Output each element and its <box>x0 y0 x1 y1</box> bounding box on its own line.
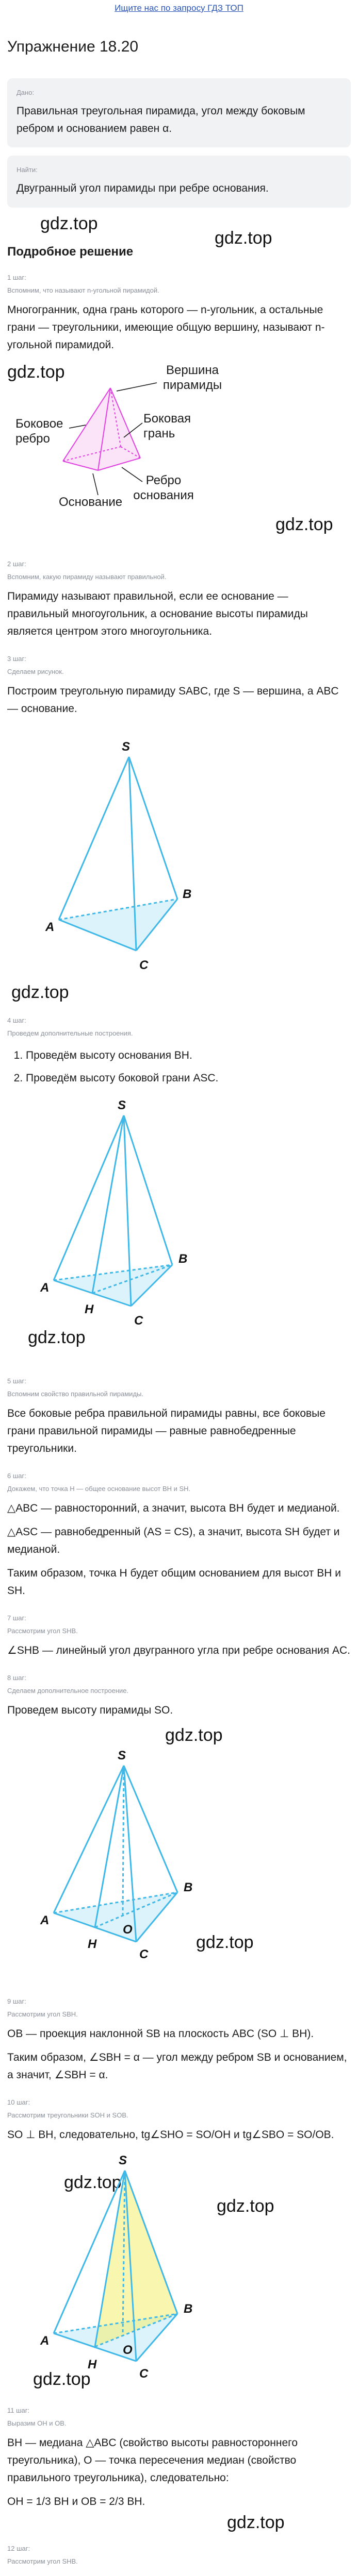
construction-list <box>7 1044 351 1090</box>
section-title: Подробное решение <box>7 244 134 259</box>
vertex-S: S <box>118 1749 126 1763</box>
watermark: gdz.top <box>33 2369 91 2389</box>
watermark: gdz.top <box>275 514 333 534</box>
vertex-A: A <box>40 1281 50 1295</box>
watermark: gdz.top <box>165 1725 223 1745</box>
given-card <box>7 78 351 147</box>
step-3 <box>7 655 351 1002</box>
step-desc: Вспомним свойство правильной пирамиды. <box>7 1390 143 1398</box>
step-text: ∠SHB — линейный угол двугранного угла при ребре основания AC. <box>7 1645 350 1657</box>
step-label: 5 шаг: <box>7 1377 26 1385</box>
pyramid-sabc-diagram <box>7 724 351 1002</box>
watermark: gdz.top <box>11 982 69 1002</box>
vertex-A: A <box>40 1913 50 1928</box>
step-11 <box>7 2406 351 2533</box>
pyramid-height-SO-diagram <box>7 1725 351 1983</box>
step-9 <box>7 1997 351 2084</box>
vertex-C: C <box>134 1314 143 1328</box>
vertex-B: B <box>184 1880 193 1895</box>
watermark: gdz.top <box>28 1328 86 1348</box>
vertex-C: C <box>139 1947 149 1962</box>
given-text: Правильная треугольная пирамида, угол между боковым ребром и основанием равен α. <box>17 105 305 134</box>
watermark: gdz.top <box>64 2173 122 2193</box>
step-8 <box>7 1674 351 1983</box>
step-6 <box>7 1472 351 1600</box>
step-text: Построим треугольную пирамиду SABC, где S — вершина, а ABC — основание. <box>7 685 339 715</box>
step-label: 12 шаг: <box>7 2545 30 2553</box>
pyramid-figure-3 <box>7 1725 351 1983</box>
step-desc: Вспомним, какую пирамиду называют правильной. <box>7 572 167 581</box>
vertex-A: A <box>45 920 55 934</box>
step-text: Пирамиду называют правильной, если ее основание — правильный многоугольник, а основание высоты пирамиды является центром этого многоугольника. <box>7 590 308 637</box>
label-edge: Боковое ребро <box>15 416 63 446</box>
step-4 <box>7 1016 351 1363</box>
vertex-O: O <box>123 2343 133 2358</box>
step-10 <box>7 2098 351 2392</box>
find-label: Найти: <box>17 166 38 174</box>
watermark: gdz.top <box>217 2196 274 2216</box>
pyramid-figure-4 <box>7 2150 351 2392</box>
step-1 <box>7 274 351 546</box>
vertex-S: S <box>118 1098 126 1113</box>
top-banner <box>0 0 358 21</box>
find-card <box>7 156 351 208</box>
step-desc: Вспомним, что называют n-угольной пирамидой. <box>7 286 159 294</box>
step-text: Проведем высоту пирамиды SO. <box>7 1704 173 1717</box>
step-text: Таким образом, точка H будет общим основанием для высот BH и SH. <box>7 1567 341 1597</box>
vertex-O: O <box>123 1923 133 1937</box>
vertex-B: B <box>183 887 192 901</box>
step-text: Все боковые ребра правильной пирамиды равны, все боковые грани правильной пирамиды — равные равнобедренные треугольники. <box>7 1408 326 1455</box>
step-7 <box>7 1614 351 1659</box>
step-label: 7 шаг: <box>7 1614 26 1622</box>
watermark: gdz.top <box>227 2513 285 2533</box>
vertex-H: H <box>88 2358 97 2372</box>
step-label: 4 шаг: <box>7 1016 26 1024</box>
step-12 <box>7 2545 351 2576</box>
top-search-link[interactable]: Ищите нас по запросу ГДЗ ТОП <box>115 3 243 13</box>
content <box>0 38 358 2576</box>
vertex-A: A <box>40 2334 50 2348</box>
step-desc: Докажем, что точка H — общее основание высот BH и SH. <box>7 1485 191 1493</box>
step-label: 9 шаг: <box>7 1997 26 2006</box>
step-text: BH — медиана △ABC (свойство высоты равностороннего треугольника), O — точка пересечения медиан (свойство правильного треугольника), следовательно: <box>7 2437 298 2484</box>
step-text: SO ⊥ BH, следовательно, tg∠SHO = SO/OH и tg∠SBO = SO/OB. <box>7 2129 334 2141</box>
step-desc: Рассмотрим треугольники SOH и SOB. <box>7 2111 128 2120</box>
step-desc: Рассмотрим угол SBH. <box>7 2010 78 2019</box>
vertex-C: C <box>139 958 149 972</box>
step-text: △ABC — равносторонний, а значит, высота BH будет и медианой. <box>7 1502 340 1515</box>
step-label: 3 шаг: <box>7 654 26 663</box>
step-formula: OH = 1/3 BH и OB = 2/3 BH. <box>7 2496 145 2508</box>
pyramid-triangles-diagram <box>7 2150 351 2392</box>
pyramid-figure-1 <box>7 724 351 1002</box>
step-desc: Проведем дополнительные построения. <box>7 1029 133 1037</box>
label-apex: Вершина пирамиды <box>162 363 222 392</box>
step-desc: Сделаем рисунок. <box>7 667 64 675</box>
given-label: Дано: <box>17 89 35 96</box>
page-title: Упражнение 18.20 <box>7 38 139 55</box>
step-text <box>7 2572 351 2576</box>
step-text: △ASC — равнобедренный (AS = CS), а значит, высота SH будет и медианой. <box>7 1526 340 1556</box>
step-label: 1 шаг: <box>7 273 26 281</box>
vertex-C: C <box>139 2367 149 2381</box>
step-text: OB — проекция наклонной SB на плоскость ABC (SO ⊥ BH). <box>7 2028 314 2040</box>
step-5 <box>7 1377 351 1458</box>
step-label: 10 шаг: <box>7 2098 30 2107</box>
step-2 <box>7 560 351 640</box>
watermark: gdz.top <box>7 362 65 382</box>
label-base-edge: Ребро основания <box>133 473 194 502</box>
step-text: Таким образом, ∠SBH = α — угол между ребром SB и основанием, а значит, ∠SBH = α. <box>7 2052 347 2081</box>
watermark: gdz.top <box>40 213 98 233</box>
watermark: gdz.top <box>196 1933 254 1953</box>
step-desc: Рассмотрим угол SHB. <box>7 1627 78 1635</box>
step-desc: Рассмотрим угол SHB. <box>7 2557 78 2566</box>
vertex-B: B <box>184 2302 193 2316</box>
vertex-S: S <box>119 2154 127 2168</box>
step-label: 2 шаг: <box>7 560 26 568</box>
step-desc: Выразим OH и OB. <box>7 2419 67 2428</box>
step-label: 11 шаг: <box>7 2406 30 2415</box>
vertex-B: B <box>178 1252 188 1266</box>
list-item: 1. Проведём высоту основания BH. <box>26 1044 351 1067</box>
step-label: 6 шаг: <box>7 1472 26 1480</box>
vertex-S: S <box>122 739 131 754</box>
watermark: gdz.top <box>215 228 272 248</box>
step-text: Многогранник, одна грань которого — n-угольник, а остальные грани — треугольники, имеющие общую вершину, называют n-угольной пирамидой. <box>7 303 325 351</box>
pyramid-definition-figure <box>7 360 351 546</box>
step-label: 8 шаг: <box>7 1674 26 1682</box>
find-text: Двугранный угол пирамиды при ребре основания. <box>17 182 269 195</box>
list-item: 2. Проведём высоту боковой грани ASC. <box>26 1067 351 1090</box>
pyramid-figure-2 <box>7 1095 351 1363</box>
vertex-H: H <box>88 1937 97 1952</box>
label-base: Основание <box>59 495 123 509</box>
label-face: Боковая грань <box>143 411 191 440</box>
vertex-H: H <box>85 1302 94 1317</box>
step-desc: Сделаем дополнительное построение. <box>7 1687 129 1695</box>
pyramid-heights-diagram <box>7 1095 351 1363</box>
